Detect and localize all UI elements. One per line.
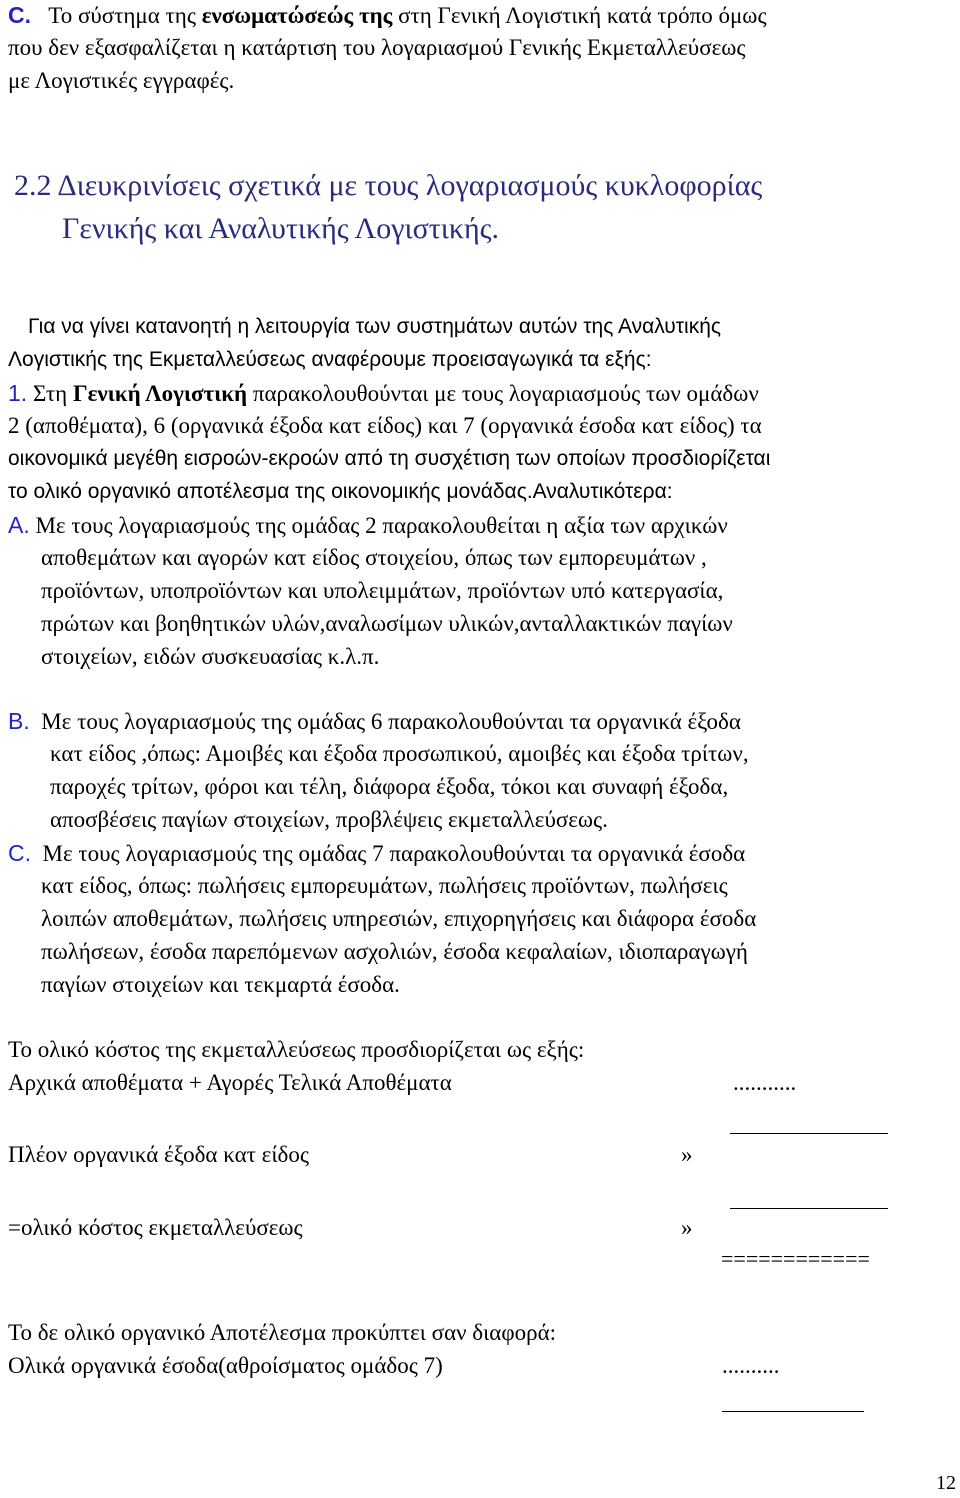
sectionB-line-1-text: Με τους λογαριασμούς της ομάδας 6 παρακολουθούνται τα οργανικά έξοδα (29, 709, 741, 734)
intro-line-3: με Λογιστικές εγγραφές. (8, 68, 235, 93)
sectionA-line-1-text: Με τους λογαριασμούς της ομάδας 2 παρακολουθείται η αξία των αρχικών (29, 513, 728, 538)
sectionA-line-1 (8, 510, 728, 541)
item1-line-1 (8, 378, 759, 409)
intro-line-1 (8, 0, 767, 31)
sectionB-marker: B. (8, 708, 30, 734)
cost-row2-label: Πλέον οργανικά έξοδα κατ είδος (8, 1142, 309, 1167)
cost-row1-label: Αρχικά αποθέματα + Αγορές Τελικά Αποθέματα (8, 1070, 452, 1095)
cost-subtotal-rule-1 (730, 1133, 888, 1134)
sectionB-line-3: παροχές τρίτων, φόροι και τέλη, διάφορα έξοδα, τόκοι και συναφή έξοδα, (50, 774, 729, 799)
sectionC-marker: C. (8, 840, 31, 866)
sectionB-line-1 (8, 706, 741, 737)
sectionA-line-5: στοιχείων, ειδών συσκευασίας κ.λ.π. (41, 644, 380, 669)
item1-line-3: οικονομικά μεγέθη εισροών-εκροών από τη συσχέτιση των οποίων προσδιορίζεται (8, 447, 771, 470)
sectionA-line-3: προϊόντων, υποπροϊόντων και υπολειμμάτων, προϊόντων υπό κατεργασία, (41, 578, 724, 603)
cost-total-marker: ============ (721, 1246, 870, 1271)
cost-row3-label: =ολικό κόστος εκμεταλλεύσεως (8, 1215, 303, 1240)
item1-marker: 1. (8, 380, 28, 406)
cost-subtotal-rule-2 (730, 1208, 888, 1209)
cost-row1-value: ........... (733, 1070, 797, 1095)
intro-line-1-post: στη Γενική Λογιστική κατά τρόπο όμως (392, 3, 767, 28)
sectionC-line-5: παγίων στοιχείων και τεκμαρτά έσοδα. (41, 972, 400, 997)
item1-line-2: 2 (αποθέματα), 6 (οργανικά έξοδα κατ είδος) και 7 (οργανικά έσοδα κατ είδος) τα (8, 413, 762, 438)
page-number: 12 (936, 1472, 956, 1494)
cost-row2-ditto: » (681, 1142, 693, 1167)
intro-line-2: που δεν εξασφαλίζεται η κατάρτιση του λογαριασμού Γενικής Εκμεταλλεύσεως (8, 35, 746, 60)
result-row1-label: Ολικά οργανικά έσοδα(αθροίσματος ομάδος 7) (8, 1353, 443, 1378)
para1-line-2: Λογιστικής της Εκμεταλλεύσεως αναφέρουμε προεισαγωγικά τα εξής: (8, 348, 652, 371)
sectionA-line-2: αποθεμάτων και αγορών κατ είδος στοιχείου, όπως των εμπορευμάτων , (41, 545, 707, 570)
sectionB-line-2: κατ είδος ,όπως: Αμοιβές και έξοδα προσωπικού, αμοιβές και έξοδα τρίτων, (50, 741, 749, 766)
item1-line-1-pre: Στη (27, 381, 73, 406)
result-row1-value: .......... (722, 1353, 780, 1378)
result-intro: Το δε ολικό οργανικό Αποτέλεσμα προκύπτει σαν διαφορά: (8, 1320, 557, 1345)
item1-line-1-bold: Γενική Λογιστική (72, 381, 248, 406)
intro-line-1-pre: Το σύστημα της (48, 3, 202, 28)
intro-line-1-bold: ενσωματώσεώς της (201, 3, 393, 28)
sectionA-marker: A. (8, 512, 30, 538)
sectionC-line-1-text: Με τους λογαριασμούς της ομάδας 7 παρακολουθούνται τα οργανικά έσοδα (31, 841, 746, 866)
intro-marker: C. (8, 2, 31, 28)
section-heading-line-2: Γενικής και Αναλυτικής Λογιστικής. (62, 212, 500, 245)
sectionC-line-1 (8, 838, 745, 869)
cost-row3-ditto: » (681, 1215, 693, 1240)
section-heading-line-1: 2.2 Διευκρινίσεις σχετικά με τους λογαριασμούς κυκλοφορίας (14, 169, 763, 202)
sectionA-line-4: πρώτων και βοηθητικών υλών,αναλωσίμων υλικών,ανταλλακτικών παγίων (41, 611, 733, 636)
sectionC-line-4: πωλήσεων, έσοδα παρεπόμενων ασχολιών, έσοδα κεφαλαίων, ιδιοπαραγωγή (41, 939, 748, 964)
sectionC-line-3: λοιπών αποθεμάτων, πωλήσεις υπηρεσιών, επιχορηγήσεις και διάφορα έσοδα (41, 906, 757, 931)
para1-line-1: Για να γίνει κατανοητή η λειτουργία των συστημάτων αυτών της Αναλυτικής (28, 315, 721, 338)
cost-intro: Το ολικό κόστος της εκμεταλλεύσεως προσδιορίζεται ως εξής: (8, 1037, 585, 1062)
sectionC-line-2: κατ είδος, όπως: πωλήσεις εμπορευμάτων, πωλήσεις προϊόντων, πωλήσεις (41, 873, 728, 898)
item1-line-4: το ολικό οργανικό αποτέλεσμα της οικονομικής μονάδας.Αναλυτικότερα: (8, 480, 673, 503)
item1-line-1-post: παρακολουθούνται με τους λογαριασμούς των ομάδων (247, 381, 759, 406)
sectionB-line-4: αποσβέσεις παγίων στοιχείων, προβλέψεις εκμεταλλεύσεως. (50, 807, 608, 832)
result-subtotal-rule (722, 1411, 864, 1412)
